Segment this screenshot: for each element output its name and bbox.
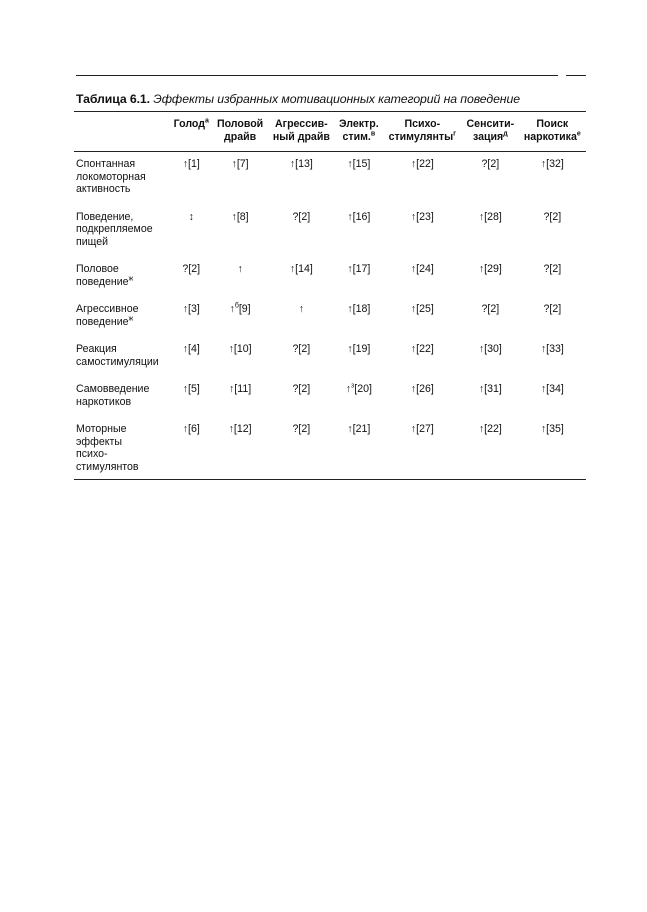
footnote-mark: з <box>351 382 355 390</box>
column-header-line: ный драйв <box>272 130 330 143</box>
cell-value: ↑[12] <box>228 423 252 435</box>
cell-value: ↑ <box>229 303 235 315</box>
cell-value: ↑[11] <box>228 383 252 395</box>
cell-value: ↑[15] <box>347 158 371 170</box>
column-header <box>383 112 462 152</box>
cell-value: ↑[19] <box>347 343 371 355</box>
header-row <box>74 112 586 152</box>
table-cell <box>268 152 335 204</box>
table-cell <box>519 336 586 376</box>
table-cell <box>268 416 335 480</box>
table-cell <box>383 296 462 336</box>
cell-reference: [9] <box>238 303 251 315</box>
cell-value: ↑[34] <box>540 383 564 395</box>
cell-value: ↑[35] <box>540 423 564 435</box>
table-cell <box>462 376 519 416</box>
cell-value: ↑ <box>345 383 352 395</box>
table-cell <box>335 296 383 336</box>
column-header-line <box>171 118 212 131</box>
table-cell <box>383 336 462 376</box>
row-label-text: Поведение, <box>76 210 134 223</box>
cell-value: ?[2] <box>543 263 562 275</box>
table-cell <box>519 152 586 204</box>
cell-value: ↑[3] <box>182 303 200 315</box>
table-cell <box>268 376 335 416</box>
table-cell <box>335 204 383 257</box>
row-label-line <box>76 263 169 276</box>
column-header-line: Половой <box>216 118 264 130</box>
cell-value: ?[2] <box>292 210 311 223</box>
cell-value: ?[2] <box>292 383 311 395</box>
footnote-mark: б <box>234 302 239 310</box>
row-label-line <box>76 423 169 436</box>
cell-value: ↑[23] <box>410 210 434 223</box>
row-label-text: поведение <box>76 275 129 288</box>
table-cell <box>335 336 383 376</box>
column-header <box>335 112 383 152</box>
row-label-line <box>76 383 169 396</box>
row-label-line <box>76 158 169 171</box>
table-cell <box>383 204 462 257</box>
table-cell <box>213 204 268 257</box>
row-label-text: самостимуляции <box>76 355 159 368</box>
row-label-line <box>76 223 169 236</box>
row-label-text: стимулянтов <box>76 460 139 473</box>
table-cell <box>170 256 213 296</box>
table-cell <box>383 416 462 480</box>
row-label-line <box>76 303 169 316</box>
row-label-text: наркотиков <box>76 395 132 408</box>
cell-value: ?[2] <box>543 303 562 315</box>
column-header-line <box>336 131 382 144</box>
column-header <box>170 112 213 152</box>
row-label <box>74 256 170 296</box>
row-label-text: подкрепляемое <box>76 223 153 235</box>
column-header-text: стим. <box>342 130 371 143</box>
row-label-text: активность <box>76 183 131 195</box>
row-label-text: эффекты <box>76 435 122 448</box>
top-rule-tail <box>566 75 586 76</box>
column-header <box>462 112 519 152</box>
table-cell <box>335 376 383 416</box>
table-cell <box>519 416 586 480</box>
row-label <box>74 204 170 257</box>
table-row <box>74 416 586 480</box>
table-body <box>74 152 586 480</box>
column-header-text: зация <box>472 130 504 143</box>
table-row <box>74 376 586 416</box>
cell-value: ↑[7] <box>231 158 249 170</box>
table-cell <box>170 416 213 480</box>
column-header-text: стимулянты <box>388 130 454 143</box>
cell-value: ↑[14] <box>289 263 313 275</box>
cell-value: ↑[16] <box>347 210 371 223</box>
cell-value: ↑[4] <box>182 343 200 355</box>
column-header-line: Агрессив- <box>275 118 328 130</box>
table-cell <box>170 336 213 376</box>
cell-value: ↑[8] <box>231 210 249 223</box>
row-label-line <box>76 171 169 184</box>
cell-value: ↑[13] <box>289 158 313 170</box>
table-cell <box>213 152 268 204</box>
footnote-mark: ж <box>128 274 134 282</box>
table-row <box>74 296 586 336</box>
cell-value: ↑[18] <box>347 303 371 315</box>
cell-value: ↑[1] <box>182 158 200 170</box>
row-label-text: Спонтанная <box>76 158 136 170</box>
row-label-text: Агрессивное <box>76 303 139 315</box>
row-label-line <box>76 461 169 474</box>
cell-value: ↑[22] <box>410 158 434 170</box>
table-cell <box>213 296 268 336</box>
table-cell <box>170 296 213 336</box>
row-label-line <box>76 211 169 224</box>
table-cell <box>213 336 268 376</box>
cell-value: ↑[26] <box>410 383 434 395</box>
row-label-text: пищей <box>76 235 109 248</box>
row-label-text: Половое <box>76 263 119 275</box>
column-header-line: Электр. <box>338 118 379 130</box>
table-cell <box>462 152 519 204</box>
row-label-line <box>76 276 169 289</box>
column-header <box>268 112 335 152</box>
cell-value: ?[2] <box>182 263 201 275</box>
table-cell <box>383 152 462 204</box>
column-header-line: драйв <box>224 130 257 143</box>
row-label <box>74 152 170 204</box>
footnote-mark: е <box>576 129 581 137</box>
table-cell <box>213 416 268 480</box>
footnote-mark: а <box>204 117 209 125</box>
row-label-text: поведение <box>76 315 129 328</box>
table-cell <box>213 376 268 416</box>
cell-value: ?[2] <box>481 158 500 170</box>
footnote-mark: в <box>370 129 376 137</box>
table-cell <box>268 336 335 376</box>
motivation-table <box>74 111 586 480</box>
cell-value: ↑ <box>237 263 243 275</box>
cell-value: ↑[28] <box>478 210 502 223</box>
table-cell <box>268 204 335 257</box>
table-cell <box>170 204 213 257</box>
column-header-line: Сенсити- <box>466 118 515 130</box>
table-cell <box>462 336 519 376</box>
row-label-text: Моторные <box>76 423 127 435</box>
column-header-line: Психо- <box>404 118 441 130</box>
table-cell <box>268 296 335 336</box>
column-header-line <box>520 131 585 144</box>
row-label-text: психо- <box>76 448 108 460</box>
caption-label: Таблица 6.1. <box>76 92 150 106</box>
column-header <box>519 112 586 152</box>
table-cell <box>519 376 586 416</box>
cell-value: ↑[30] <box>478 343 502 355</box>
row-label-line <box>76 183 169 196</box>
column-header-line <box>384 131 461 144</box>
table-row <box>74 152 586 204</box>
table-row <box>74 336 586 376</box>
table-cell <box>335 256 383 296</box>
table-row <box>74 204 586 257</box>
cell-value: ↑[17] <box>347 263 371 275</box>
table-cell <box>462 296 519 336</box>
caption-text: Эффекты избранных мотивационных категорий на поведение <box>149 92 520 106</box>
row-label-line <box>76 436 169 449</box>
table-cell <box>170 152 213 204</box>
cell-value: ↑[24] <box>410 263 434 275</box>
cell-value: ↑[22] <box>478 423 502 435</box>
footnote-mark: г <box>453 129 457 137</box>
top-rule <box>76 75 558 76</box>
cell-value: ?[2] <box>292 423 311 435</box>
header-empty <box>74 112 170 152</box>
cell-value: ↑[27] <box>410 423 434 435</box>
cell-value: ↑[32] <box>540 158 564 170</box>
cell-value: ↑[6] <box>182 423 200 435</box>
cell-value: ?[2] <box>543 210 562 223</box>
row-label-line <box>76 236 169 249</box>
table-caption <box>76 92 596 106</box>
table-cell <box>383 256 462 296</box>
table-cell <box>213 256 268 296</box>
table-cell <box>519 204 586 257</box>
cell-value: ?[2] <box>481 303 500 315</box>
cell-value: ↑[29] <box>478 263 502 275</box>
row-label-line <box>76 396 169 409</box>
table-cell <box>335 152 383 204</box>
cell-reference: [20] <box>354 383 372 395</box>
row-label <box>74 416 170 480</box>
column-header <box>213 112 268 152</box>
cell-value: ↕ <box>188 210 194 223</box>
table-cell <box>462 256 519 296</box>
row-label-text: Самовведение <box>76 383 150 395</box>
cell-value: ↑[5] <box>182 383 200 395</box>
table-row <box>74 256 586 296</box>
row-label-line <box>76 448 169 461</box>
row-label-line <box>76 343 169 356</box>
cell-value: ↑[21] <box>347 423 371 435</box>
cell-value: ↑ <box>298 303 304 315</box>
row-label-line <box>76 356 169 369</box>
table-cell <box>519 296 586 336</box>
column-header-line: Поиск <box>536 118 569 130</box>
table-cell <box>170 376 213 416</box>
cell-value: ?[2] <box>292 343 311 355</box>
row-label <box>74 296 170 336</box>
table-cell <box>462 416 519 480</box>
table-cell <box>268 256 335 296</box>
row-label <box>74 336 170 376</box>
table-cell <box>519 256 586 296</box>
footnote-mark: д <box>503 129 508 137</box>
table-cell <box>462 204 519 257</box>
column-header-text: наркотика <box>523 130 577 143</box>
table-cell <box>383 376 462 416</box>
column-header-text: Голод <box>173 118 205 130</box>
table-cell <box>335 416 383 480</box>
row-label-line <box>76 316 169 329</box>
footnote-mark: ж <box>128 314 134 322</box>
row-label-text: локомоторная <box>76 170 146 183</box>
cell-value: ↑[31] <box>478 383 502 395</box>
cell-value: ↑[22] <box>410 343 434 355</box>
row-label <box>74 376 170 416</box>
cell-value: ↑[33] <box>540 343 564 355</box>
row-label-text: Реакция <box>76 343 117 355</box>
cell-value: ↑[10] <box>228 343 252 355</box>
column-header-line <box>463 131 518 144</box>
cell-value: ↑[25] <box>410 303 434 315</box>
